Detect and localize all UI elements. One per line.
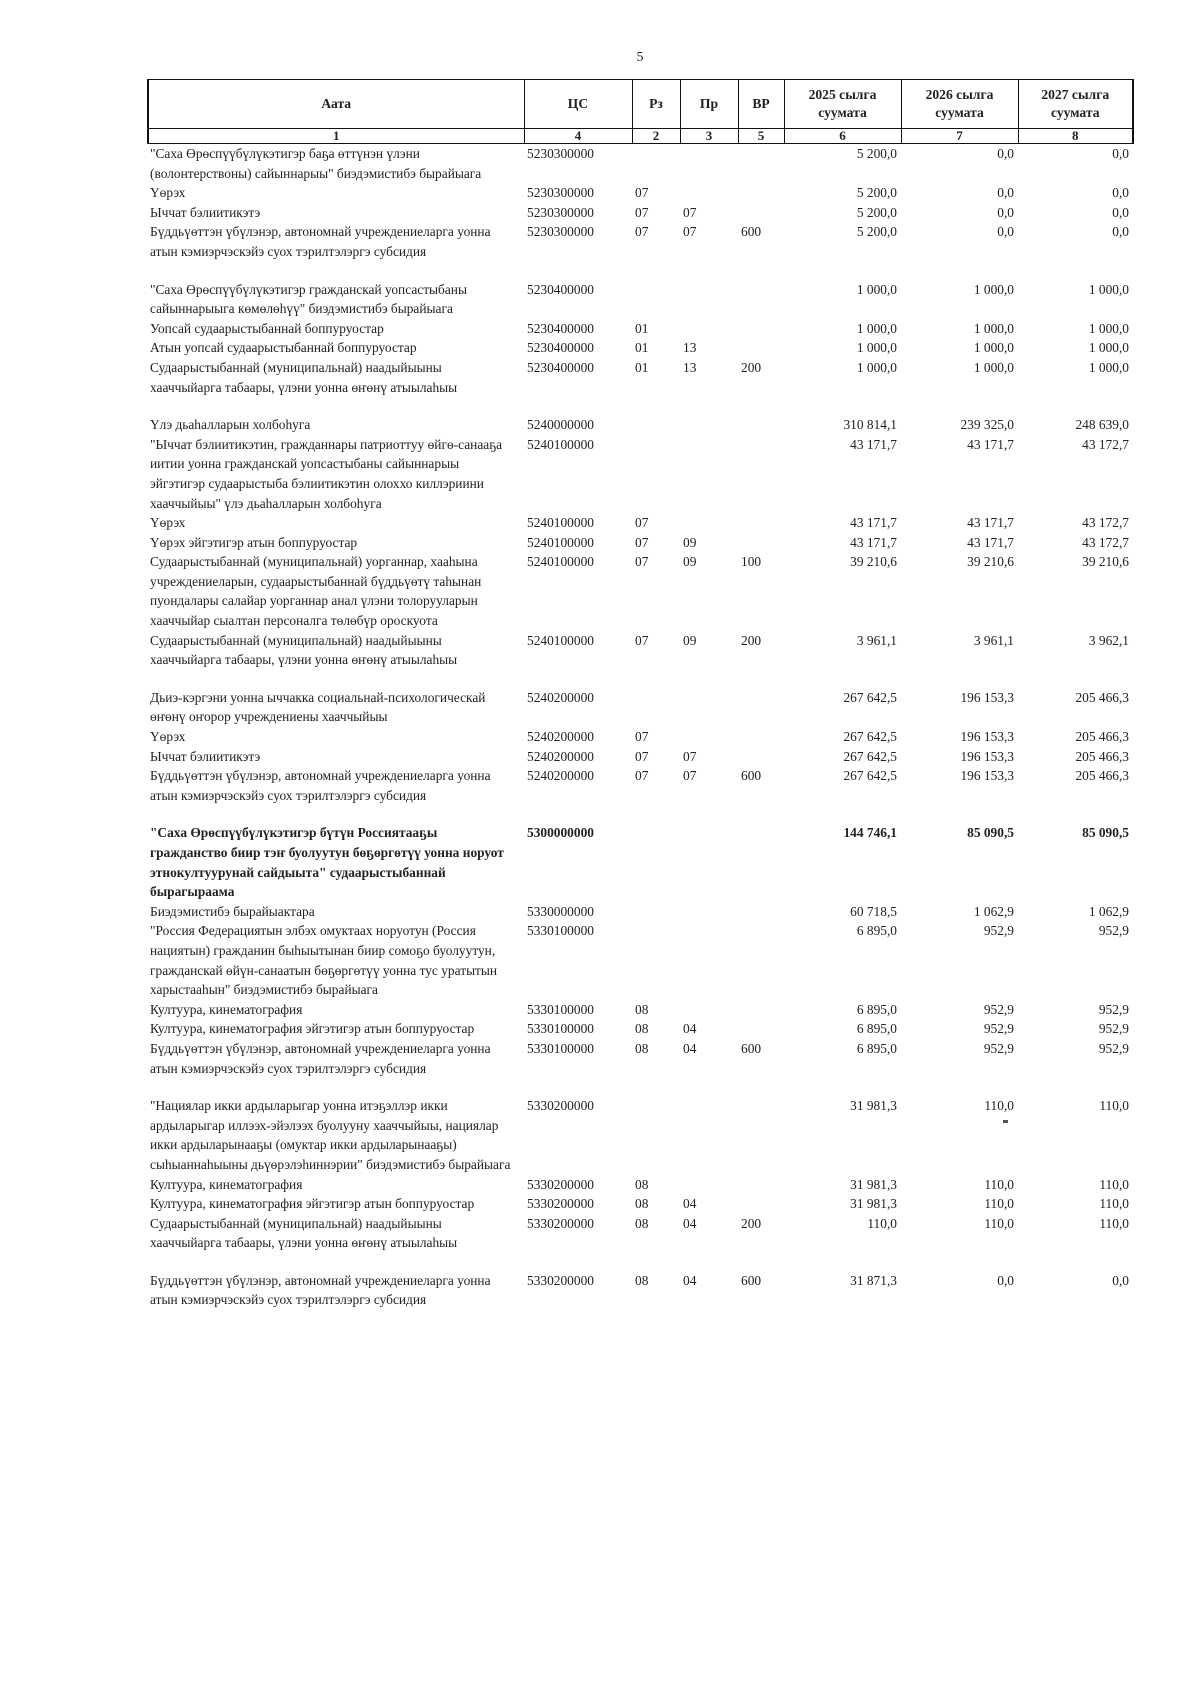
row-rz-code (632, 1096, 680, 1174)
row-amount-2026: 0,0 (997, 224, 1014, 240)
header-index-2027: 8 (1018, 129, 1133, 144)
row-name: Үөрэх (150, 185, 186, 201)
row-rz-code: 07 (635, 729, 649, 745)
row-rz-code (632, 688, 680, 727)
row-amount-2025: 1 000,0 (856, 340, 897, 356)
row-rz-code: 08 (635, 1215, 649, 1231)
row-amount-2025: 310 814,1 (843, 417, 897, 433)
row-amount-2027: 205 466,3 (1075, 768, 1129, 784)
scan-speck (1003, 1120, 1008, 1123)
row-amount-2026: 1 000,0 (973, 340, 1014, 356)
row-vr-code (738, 921, 784, 999)
row-name: Ыччат бэлиитикэтэ (150, 204, 261, 220)
row-name: Уопсай судаарыстыбаннай боппуруостар (150, 320, 384, 336)
row-amount-2025: 31 981,3 (850, 1196, 897, 1212)
row-cs-code: 5240200000 (527, 729, 594, 745)
row-vr-code (738, 144, 784, 184)
row-cs-code: 5330200000 (527, 1272, 594, 1288)
table-row (148, 631, 1133, 688)
budget-table (147, 79, 1134, 1310)
row-pr-code (680, 902, 738, 922)
row-amount-2026: 39 210,6 (967, 554, 1014, 570)
row-cs-code: 5230400000 (527, 340, 594, 356)
row-name: Биэдэмистибэ бырайыактара (150, 903, 315, 919)
row-name: "Россия Федерациятын элбэх омуктаах норуотун (Россия нациятын) гражданин быһыытынан биир сомоҕо буолуутун, гражданскай өйүн-санаатын бөҕөргөтүү уонна тус уратытын харыстааһын" биэдэмистибэ бырайыага (150, 923, 498, 998)
row-pr-code: 07 (683, 768, 697, 784)
row-vr-code (738, 823, 784, 901)
row-rz-code (632, 823, 680, 901)
row-pr-code: 04 (683, 1040, 697, 1056)
row-cs-code: 5330000000 (527, 903, 594, 919)
row-cs-code: 5300000000 (527, 825, 594, 841)
row-amount-2027: 1 062,9 (1088, 903, 1129, 919)
row-cs-code: 5330200000 (527, 1215, 594, 1231)
row-vr-code (738, 1096, 784, 1174)
row-amount-2027: 0,0 (1112, 204, 1129, 220)
row-amount-2027: 1 000,0 (1088, 359, 1129, 375)
row-amount-2027: 952,9 (1098, 923, 1129, 939)
row-amount-2027: 0,0 (1112, 224, 1129, 240)
table-row (148, 358, 1133, 415)
row-name: Дьиэ-кэргэни уонна ыччакка социальнай-психологическай өҥөнү оҥорор учреждениены хааччыйыы (150, 689, 486, 725)
row-amount-2025: 6 895,0 (856, 923, 897, 939)
row-amount-2026: 0,0 (997, 185, 1014, 201)
row-name: Бүддьүөттэн үбүлэнэр, автономнай учреждениеларга уонна атын кэмиэрчэскэйэ суох тэрилтэлэргэ субсидия (150, 768, 491, 803)
row-amount-2026: 85 090,5 (967, 825, 1014, 841)
row-rz-code: 07 (635, 534, 649, 550)
row-pr-code (680, 1175, 738, 1195)
row-amount-2026: 0,0 (997, 146, 1014, 161)
row-amount-2025: 1 000,0 (856, 320, 897, 336)
row-rz-code: 07 (635, 224, 649, 240)
header-index-pr: 3 (680, 129, 738, 144)
row-amount-2026: 196 153,3 (960, 689, 1014, 705)
row-cs-code: 5240100000 (527, 554, 594, 570)
row-name: "Саха Өрөспүүбүлүкэтигэр баҕа өттүнэн үлэни (волонтерствоны) сайыннарыы" биэдэмистибэ бырайыага (150, 146, 482, 181)
row-amount-2025: 39 210,6 (850, 554, 897, 570)
row-cs-code: 5330100000 (527, 1040, 594, 1056)
row-amount-2025: 43 171,7 (850, 534, 897, 550)
row-amount-2026: 1 062,9 (973, 903, 1014, 919)
row-name: Бүддьүөттэн үбүлэнэр, автономнай учреждениеларга уонна атын кэмиэрчэскэйэ суох тэрилтэлэргэ субсидия (150, 224, 491, 259)
row-amount-2025: 43 171,7 (850, 515, 897, 531)
row-amount-2025: 5 200,0 (856, 204, 897, 220)
row-vr-code: 100 (741, 554, 762, 570)
row-pr-code (680, 280, 738, 319)
row-cs-code: 5240100000 (527, 632, 594, 648)
row-pr-code: 04 (683, 1215, 697, 1231)
row-cs-code: 5330100000 (527, 1001, 594, 1017)
row-amount-2026: 1 000,0 (973, 359, 1014, 375)
header-index-2025: 6 (784, 129, 901, 144)
header-index-rz: 2 (632, 129, 680, 144)
row-amount-2025: 6 895,0 (856, 1040, 897, 1056)
row-vr-code (738, 902, 784, 922)
row-amount-2026: 1 000,0 (973, 281, 1014, 297)
row-amount-2027: 43 172,7 (1082, 515, 1129, 531)
row-name: Үлэ дьаһалларын холбоһуга (150, 417, 311, 433)
row-amount-2025: 1 000,0 (856, 281, 897, 297)
row-cs-code: 5230400000 (527, 359, 594, 375)
row-amount-2027: 110,0 (1099, 1215, 1129, 1231)
row-rz-code: 08 (635, 1176, 649, 1192)
row-cs-code: 5240200000 (527, 768, 594, 784)
row-amount-2025: 267 642,5 (843, 768, 897, 784)
row-cs-code: 5330200000 (527, 1196, 594, 1212)
row-cs-code: 5230300000 (527, 185, 594, 201)
table-row (148, 823, 1133, 901)
row-pr-code (680, 921, 738, 999)
row-vr-code: 200 (741, 359, 762, 375)
row-vr-code: 600 (741, 1040, 762, 1056)
row-amount-2026: 110,0 (984, 1176, 1014, 1192)
row-vr-code (738, 1175, 784, 1195)
row-rz-code: 07 (635, 632, 649, 648)
row-amount-2026: 110,0 (984, 1215, 1014, 1231)
row-cs-code: 5230300000 (527, 224, 594, 240)
row-rz-code: 08 (635, 1021, 649, 1037)
row-amount-2025: 31 981,3 (850, 1176, 897, 1192)
row-name: "Саха Өрөспүүбүлүкэтигэр бүтүн Россиятааҕы гражданство биир тэҥ буолуутун бөҕөргөтүү уонна норуот этнокултуурунай сайдыыта" судаарыстыбаннай бырагыраама (150, 825, 504, 900)
row-amount-2025: 5 200,0 (856, 146, 897, 161)
row-vr-code (738, 415, 784, 435)
header-2027: 2027 сылга суумата (1018, 80, 1133, 129)
table-row (148, 1194, 1133, 1214)
row-pr-code: 07 (683, 204, 697, 220)
row-pr-code (680, 415, 738, 435)
row-rz-code: 07 (635, 185, 649, 201)
row-amount-2025: 5 200,0 (856, 185, 897, 201)
row-amount-2026: 0,0 (997, 1272, 1014, 1288)
header-index-name: 1 (148, 129, 524, 144)
table-row (148, 727, 1133, 747)
table-row (148, 552, 1133, 630)
row-amount-2026: 43 171,7 (967, 436, 1014, 452)
row-amount-2025: 110,0 (867, 1215, 897, 1231)
row-amount-2027: 1 000,0 (1088, 340, 1129, 356)
table-body (148, 144, 1133, 1311)
row-rz-code: 08 (635, 1040, 649, 1056)
table-row (148, 1000, 1133, 1020)
row-name: "Нациялар икки ардыларыгар уонна итэҕэллэр икки ардыларыгар иллээх-эйэлээх буолууну хааччыйыы, нациялар икки ардыларынааҕы (омуктар икки ардыларынааҕы) сыһыаннаһыыны дьүөрэлэһиннэрии" биэдэмистибэ бырайыага (150, 1098, 511, 1172)
row-vr-code: 200 (741, 1215, 762, 1231)
row-name: "Ыччат бэлиитикэтин, гражданнары патриоттуу өйгө-санааҕа иитии уонна гражданскай уопсастыбаны сайыннарыы эйгэтигэр судаарыстыба бэлиитикэтин олоххо киллэриини хааччыйыы" үлэ дьаһалларын холбоһуга (150, 436, 503, 511)
row-vr-code (738, 533, 784, 553)
row-amount-2025: 267 642,5 (843, 689, 897, 705)
table-row (148, 319, 1133, 339)
row-amount-2026: 43 171,7 (967, 515, 1014, 531)
row-amount-2026: 952,9 (983, 923, 1014, 939)
row-amount-2026: 110,0 (984, 1196, 1014, 1212)
row-name: Култуура, кинематография эйгэтигэр атын боппуруостар (150, 1021, 475, 1037)
row-cs-code: 5240100000 (527, 515, 594, 531)
row-name: Атын уопсай судаарыстыбаннай боппуруостар (150, 340, 417, 356)
row-rz-code: 01 (635, 359, 649, 375)
row-amount-2026: 0,0 (997, 204, 1014, 220)
table-row (148, 688, 1133, 727)
row-pr-code: 04 (683, 1021, 697, 1037)
row-amount-2027: 248 639,0 (1075, 417, 1129, 433)
row-vr-code (738, 319, 784, 339)
row-amount-2027: 1 000,0 (1088, 281, 1129, 297)
row-amount-2027: 952,9 (1098, 1001, 1129, 1017)
table-row (148, 1039, 1133, 1096)
budget-document (147, 79, 1132, 1310)
table-row (148, 222, 1133, 279)
row-name: Култуура, кинематография (150, 1176, 303, 1192)
table-row (148, 415, 1133, 435)
row-name: Үөрэх эйгэтигэр атын боппуруостар (150, 534, 358, 550)
row-cs-code: 5230400000 (527, 320, 594, 336)
row-amount-2025: 3 961,1 (856, 632, 897, 648)
row-name: Судаарыстыбаннай (муниципальнай) наадыйыыны хааччыйарга табаары, үлэни уонна өҥөнү атыылаһыы (150, 1215, 458, 1251)
table-row (148, 766, 1133, 823)
row-pr-code: 04 (683, 1272, 697, 1288)
row-amount-2027: 205 466,3 (1075, 689, 1129, 705)
header-2026: 2026 сылга суумата (901, 80, 1018, 129)
row-amount-2025: 31 981,3 (850, 1098, 897, 1114)
row-cs-code: 5330100000 (527, 1021, 594, 1037)
row-pr-code: 09 (683, 534, 697, 550)
row-pr-code (680, 688, 738, 727)
row-pr-code: 04 (683, 1196, 697, 1212)
table-row (148, 435, 1133, 513)
row-cs-code: 5330200000 (527, 1098, 594, 1114)
row-pr-code: 07 (683, 748, 697, 764)
row-amount-2026: 196 153,3 (960, 768, 1014, 784)
row-amount-2025: 144 746,1 (843, 825, 897, 841)
row-cs-code: 5240200000 (527, 748, 594, 764)
row-amount-2027: 952,9 (1098, 1040, 1129, 1056)
row-name: Судаарыстыбаннай (муниципальнай) наадыйыыны хааччыйарга табаары, үлэни уонна өҥөнү атыылаһыы (150, 359, 458, 395)
row-name: Үөрэх (150, 515, 186, 531)
row-amount-2027: 39 210,6 (1082, 554, 1129, 570)
header-cs: ЦС (524, 80, 632, 129)
row-amount-2025: 60 718,5 (850, 903, 897, 919)
row-amount-2027: 43 172,7 (1082, 436, 1129, 452)
row-amount-2027: 205 466,3 (1075, 748, 1129, 764)
row-pr-code: 13 (683, 359, 697, 375)
header-rz: Рз (632, 80, 680, 129)
row-vr-code (738, 338, 784, 358)
row-rz-code (632, 144, 680, 184)
row-pr-code (680, 727, 738, 747)
table-row (148, 280, 1133, 319)
row-name: Үөрэх (150, 729, 186, 745)
row-rz-code: 07 (635, 768, 649, 784)
table-row (148, 902, 1133, 922)
table-row (148, 1019, 1133, 1039)
row-rz-code: 07 (635, 748, 649, 764)
row-amount-2025: 5 200,0 (856, 224, 897, 240)
row-cs-code: 5230400000 (527, 281, 594, 297)
row-vr-code (738, 1194, 784, 1214)
row-amount-2025: 1 000,0 (856, 359, 897, 375)
header-index-2026: 7 (901, 129, 1018, 144)
row-cs-code: 5230300000 (527, 146, 594, 161)
row-amount-2027: 205 466,3 (1075, 729, 1129, 745)
header-index-cs: 4 (524, 129, 632, 144)
row-amount-2026: 1 000,0 (973, 320, 1014, 336)
row-vr-code (738, 747, 784, 767)
row-vr-code (738, 203, 784, 223)
row-rz-code (632, 435, 680, 513)
table-row (148, 1214, 1133, 1271)
row-cs-code: 5240000000 (527, 417, 594, 433)
row-amount-2026: 952,9 (983, 1001, 1014, 1017)
row-amount-2026: 239 325,0 (960, 417, 1014, 433)
row-amount-2027: 1 000,0 (1088, 320, 1129, 336)
row-name: "Саха Өрөспүүбүлүкэтигэр гражданскай уопсастыбаны сайыннарыыга көмөлөһүү" биэдэмистибэ бырайыага (150, 281, 467, 317)
row-rz-code: 07 (635, 515, 649, 531)
row-cs-code: 5230300000 (527, 204, 594, 220)
row-amount-2025: 6 895,0 (856, 1021, 897, 1037)
row-amount-2027: 85 090,5 (1082, 825, 1129, 841)
table-row (148, 1271, 1133, 1310)
row-name: Култуура, кинематография (150, 1001, 303, 1017)
row-vr-code (738, 435, 784, 513)
row-vr-code (738, 280, 784, 319)
row-pr-code (680, 513, 738, 533)
row-amount-2025: 267 642,5 (843, 748, 897, 764)
row-vr-code: 600 (741, 224, 762, 240)
row-cs-code: 5330100000 (527, 923, 594, 939)
row-vr-code: 200 (741, 632, 762, 648)
row-rz-code: 07 (635, 204, 649, 220)
table-row (148, 513, 1133, 533)
row-amount-2027: 0,0 (1112, 146, 1129, 161)
table-row (148, 1096, 1133, 1174)
row-cs-code: 5240200000 (527, 689, 594, 705)
row-vr-code (738, 513, 784, 533)
row-amount-2026: 196 153,3 (960, 729, 1014, 745)
row-pr-code: 09 (683, 554, 697, 570)
row-pr-code (680, 1096, 738, 1174)
row-rz-code (632, 280, 680, 319)
row-amount-2026: 196 153,3 (960, 748, 1014, 764)
row-name: Судаарыстыбаннай (муниципальнай) наадыйыыны хааччыйарга табаары, үлэни уонна өҥөнү атыылаһыы (150, 632, 458, 668)
table-row (148, 533, 1133, 553)
row-vr-code: 600 (741, 1272, 762, 1288)
row-amount-2027: 3 962,1 (1088, 632, 1129, 648)
row-rz-code: 01 (635, 340, 649, 356)
row-pr-code: 07 (683, 224, 697, 240)
row-rz-code: 07 (635, 554, 649, 570)
row-amount-2027: 110,0 (1099, 1176, 1129, 1192)
header-vr: ВР (738, 80, 784, 129)
row-amount-2027: 0,0 (1112, 1272, 1129, 1288)
row-cs-code: 5330200000 (527, 1176, 594, 1192)
row-amount-2025: 31 871,3 (850, 1272, 897, 1288)
table-header (148, 80, 1133, 144)
header-index-vr: 5 (738, 129, 784, 144)
row-rz-code: 08 (635, 1196, 649, 1212)
row-rz-code: 01 (635, 320, 649, 336)
table-row (148, 144, 1133, 184)
row-pr-code (680, 1000, 738, 1020)
row-name: Бүддьүөттэн үбүлэнэр, автономнай учреждениеларга уонна атын кэмиэрчэскэйэ суох тэрилтэлэргэ субсидия (150, 1272, 491, 1308)
table-row (148, 747, 1133, 767)
row-amount-2026: 952,9 (983, 1021, 1014, 1037)
row-cs-code: 5240100000 (527, 436, 594, 452)
row-pr-code (680, 144, 738, 184)
row-amount-2027: 110,0 (1099, 1196, 1129, 1212)
row-amount-2026: 3 961,1 (973, 632, 1014, 648)
row-vr-code (738, 727, 784, 747)
row-rz-code: 08 (635, 1272, 649, 1288)
row-amount-2025: 267 642,5 (843, 729, 897, 745)
row-amount-2026: 952,9 (983, 1040, 1014, 1056)
table-row (148, 1175, 1133, 1195)
row-rz-code (632, 902, 680, 922)
row-amount-2027: 110,0 (1099, 1098, 1129, 1114)
row-amount-2027: 952,9 (1098, 1021, 1129, 1037)
row-amount-2026: 110,0 (984, 1098, 1014, 1114)
table-row (148, 183, 1133, 203)
row-vr-code (738, 1019, 784, 1039)
row-cs-code: 5240100000 (527, 534, 594, 550)
row-amount-2027: 0,0 (1112, 185, 1129, 201)
row-pr-code (680, 823, 738, 901)
table-row (148, 203, 1133, 223)
row-vr-code: 600 (741, 768, 762, 784)
row-pr-code: 09 (683, 632, 697, 648)
table-row (148, 921, 1133, 999)
row-vr-code (738, 1000, 784, 1020)
header-pr: Пр (680, 80, 738, 129)
row-pr-code: 13 (683, 340, 697, 356)
row-amount-2025: 6 895,0 (856, 1001, 897, 1017)
page-number: 5 (636, 50, 644, 65)
row-pr-code (680, 435, 738, 513)
row-vr-code (738, 183, 784, 203)
row-rz-code (632, 415, 680, 435)
row-name: Бүддьүөттэн үбүлэнэр, автономнай учреждениеларга уонна атын кэмиэрчэскэйэ суох тэрилтэлэргэ субсидия (150, 1040, 491, 1076)
row-rz-code: 08 (635, 1001, 649, 1017)
row-rz-code (632, 921, 680, 999)
row-vr-code (738, 688, 784, 727)
row-pr-code (680, 319, 738, 339)
header-2025: 2025 сылга суумата (784, 80, 901, 129)
row-name: Ыччат бэлиитикэтэ (150, 748, 261, 764)
header-name: Аата (148, 80, 524, 129)
row-name: Судаарыстыбаннай (муниципальнай) уорганнар, хааһына учреждениеларын, судаарыстыбаннай бүддьүөтү таһынан пуондалары салайар уорганнар анал үлэни толорууларын хааччыйар сыалтан персоналга төлөбүр ороскуота (150, 554, 482, 629)
row-pr-code (680, 183, 738, 203)
row-amount-2025: 43 171,7 (850, 436, 897, 452)
table-row (148, 338, 1133, 358)
row-name: Култуура, кинематография эйгэтигэр атын боппуруостар (150, 1196, 475, 1212)
row-amount-2026: 43 171,7 (967, 534, 1014, 550)
row-amount-2027: 43 172,7 (1082, 534, 1129, 550)
